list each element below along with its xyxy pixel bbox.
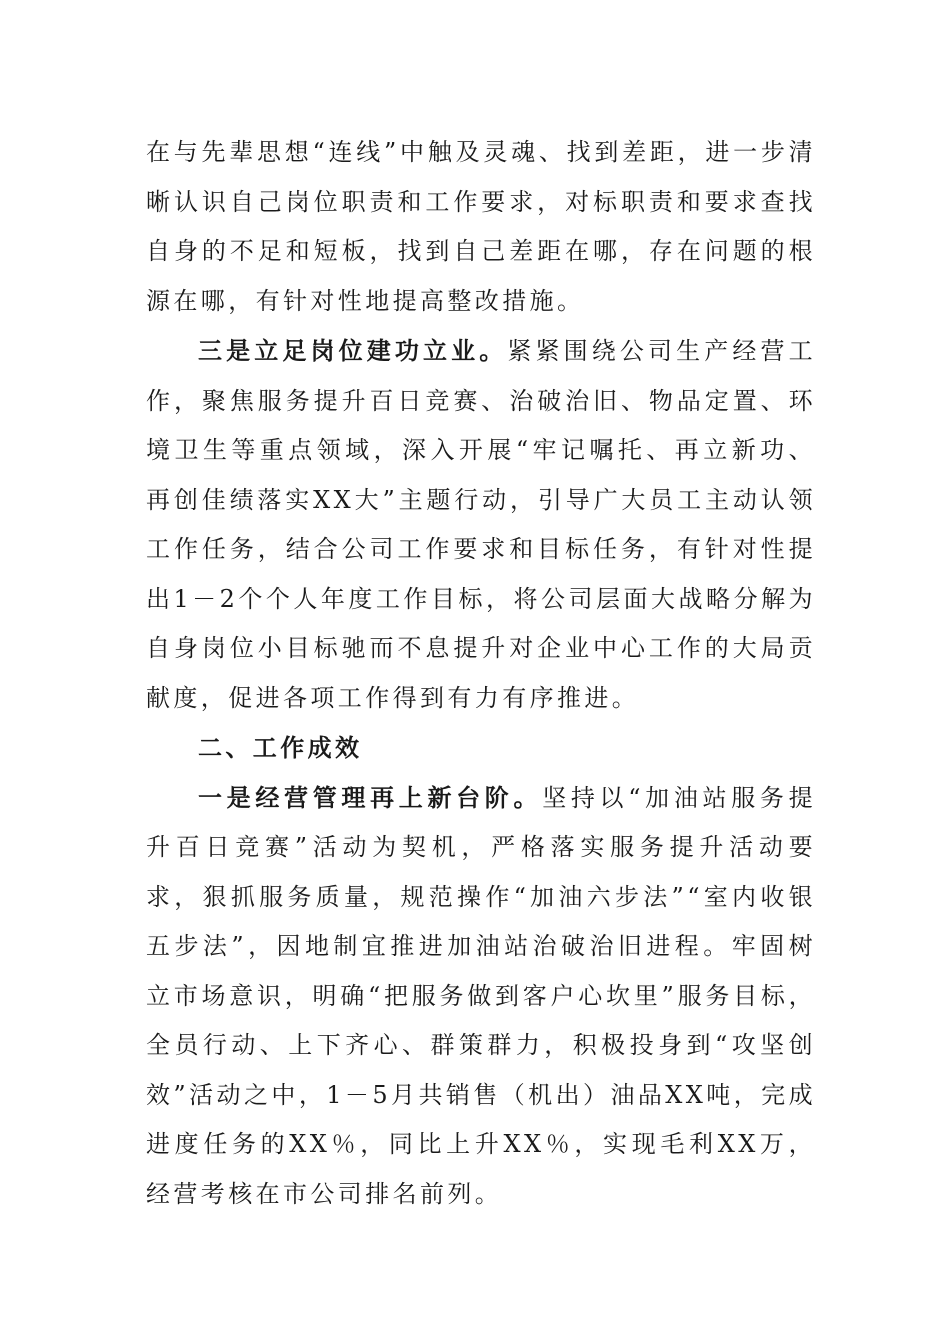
paragraph-operations: [146, 773, 816, 1220]
paragraph-continuation: [146, 128, 816, 326]
paragraph-lead-heading: 三是立足岗位建功立业。: [198, 336, 508, 365]
section-heading: 二、工作成效: [198, 733, 363, 762]
paragraph-lead-heading: 一是经营管理再上新台阶。: [198, 782, 543, 812]
document-body: [146, 128, 816, 1219]
paragraph-text: 在与先辈思想“连线”中触及灵魂、找到差距，进一步清晰认识自己岗位职责和工作要求，对标职责和要求查找自身的不足和短板，找到自己差距在哪，存在问题的根源在哪，有针对性地提高整改措施。: [146, 138, 816, 315]
paragraph-text: 坚持以“加油站服务提升百日竞赛”活动为契机，严格落实服务提升活动要求，狠抓服务质量，规范操作“加油六步法”“室内收银五步法”，因地制宜推进加油站治破治旧进程。牢固树立市场意识，明确“把服务做到客户心坎里”服务目标，全员行动、上下齐心、群策群力，积极投身到“攻坚创效”活动之中，1－5月共销售（机出）油品XX吨，完成进度任务的XX％，同比上升XX％，实现毛利XX万，经营考核在市公司排名前列。: [146, 783, 816, 1208]
paragraph-text: 紧紧围绕公司生产经营工作，聚焦服务提升百日竞赛、治破治旧、物品定置、环境卫生等重点领域，深入开展“牢记嘱托、再立新功、再创佳绩落实XX大”主题行动，引导广大员工主动认领工作任务，结合公司工作要求和目标任务，有针对性提出1－2个个人年度工作目标，将公司层面大战略分解为自身岗位小目标驰而不息提升对企业中心工作的大局贡献度，促进各项工作得到有力有序推进。: [146, 337, 816, 712]
paragraph-post-merit: [146, 326, 816, 723]
